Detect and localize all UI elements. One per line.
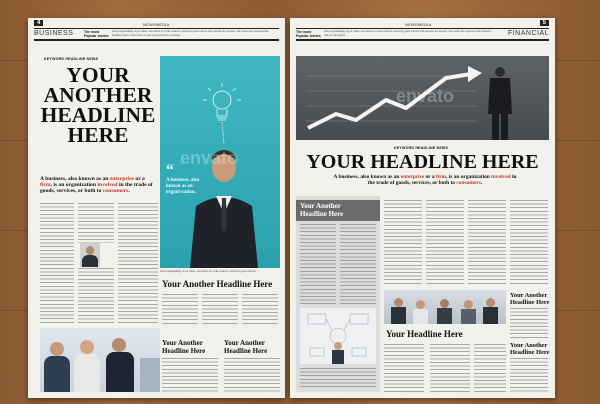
watermark: envato <box>396 86 455 106</box>
deck-prefix: A business, also known as an <box>40 176 110 182</box>
kicker: KEYWORD HEADLINE NEWS <box>394 146 449 150</box>
subhead-column-3 <box>242 294 278 324</box>
watermark: envato <box>180 148 239 168</box>
side-headline-2 <box>510 342 549 356</box>
article-column-2 <box>426 200 464 286</box>
article-column-1 <box>40 203 74 323</box>
boxed-column-2 <box>340 224 376 304</box>
boxed-story-headline <box>296 200 380 221</box>
side-column-1b <box>510 308 548 338</box>
bottom-headline-1-line-1: Your Another <box>162 339 203 347</box>
photo-caption: Sale programthing. A job where, also know as a sale trader is owned by great sources. <box>160 270 257 273</box>
bottom-headline-2-line-1: Your Another <box>224 339 265 347</box>
bottom-headline-2 <box>224 340 267 355</box>
ticker-label <box>296 30 321 38</box>
headline-line-2: ANOTHER <box>43 83 153 107</box>
deck-text-part: or a <box>424 174 436 180</box>
deck-highlight: consumers <box>102 188 129 195</box>
left-newspaper-page <box>28 18 285 398</box>
deck-highlight: involved <box>491 174 511 180</box>
side-headline-2-line-1: Your Another <box>510 342 548 349</box>
boxed-headline-line-2: Headline Here <box>300 209 344 218</box>
deck-suffix: . <box>480 180 483 186</box>
ticker-text: Sale programthing. A job where, also know as a sale trader is owned by great sources and operates for deposit. The owner has oppressed the business done or sale below. <box>324 30 491 37</box>
headline-line-4: HERE <box>67 123 129 147</box>
deck-text-part: , is an organization <box>50 182 98 189</box>
subhead-column-2 <box>430 344 470 392</box>
portrait-photo <box>80 243 100 267</box>
right-newspaper-page <box>290 18 555 398</box>
team-photo <box>40 328 160 392</box>
deck-text <box>330 174 520 186</box>
lightbulb-photo <box>160 56 280 268</box>
side-column-2 <box>510 358 548 392</box>
deck-text-part: or a <box>134 176 145 182</box>
side-headline-1-line-2: Headline Here <box>510 299 550 306</box>
deck-highlight: firm <box>435 174 447 180</box>
article-column-3 <box>468 200 506 286</box>
boxed-column-1 <box>300 224 336 304</box>
boxed-headline-line-1: Your Another <box>300 202 341 210</box>
ticker-text: Sale programthing. A job where, also know as a sale trader is owned by great sources and operates for deposit. The owner has oppressed the business done or sale below. A pale proportion for a position. <box>112 30 269 37</box>
article-column-3 <box>118 203 158 323</box>
chart-chalkboard-photo <box>296 56 549 140</box>
subhead-headline: Your Headline Here <box>386 329 463 339</box>
ticker-label-line-2: Popular stories <box>84 34 109 38</box>
side-headline-1-line-1: Your Another <box>510 292 548 299</box>
article-column-2b <box>78 268 114 323</box>
deck-highlight: consumers <box>456 180 481 186</box>
subhead-headline: Your Another Headline Here <box>162 279 273 289</box>
bottom-column-1 <box>162 358 218 392</box>
deck-highlight: involved <box>97 182 118 189</box>
masthead-title: NEWSMEDIA <box>405 22 432 27</box>
boxed-story <box>296 196 380 392</box>
ticker-label-line-1: The most <box>84 30 100 34</box>
quote-mark: “ <box>166 162 174 179</box>
deck-highlight: firm <box>40 182 51 189</box>
masthead-title: NEWSMEDIA <box>143 22 170 27</box>
subhead-column-1 <box>162 294 198 324</box>
ticker-label-line-2: Popular stories <box>296 34 321 38</box>
deck-text <box>40 176 158 195</box>
subhead-column-3 <box>474 344 506 392</box>
ticker-label <box>84 30 109 38</box>
article-column-2 <box>78 203 114 243</box>
headline-line-1: YOUR <box>66 63 130 87</box>
bottom-headline-2-line-2: Headline Here <box>224 346 268 355</box>
ticker-label-line-1: The most <box>296 30 312 34</box>
kicker: KEYWORD HEADLINE NEWS <box>44 57 99 61</box>
side-headline-1 <box>510 292 549 306</box>
bottom-column-2 <box>224 358 280 392</box>
subhead-column-2 <box>202 294 238 324</box>
main-headline: YOUR HEADLINE HERE <box>306 151 539 173</box>
bottom-headline-1 <box>162 340 205 355</box>
deck-highlight: enterprise <box>400 174 425 180</box>
deck-text-part: , is an organization <box>446 174 492 180</box>
section-title: FINANCIAL <box>507 30 549 37</box>
boxed-column-3 <box>300 368 376 388</box>
deck-text-part: in the trade of goods, services, or both to <box>40 182 153 195</box>
deck-text-part: in the trade of goods, services, or both to <box>367 174 517 186</box>
deck-highlight: enterprise <box>109 176 135 182</box>
pull-quote: A business, also known as an organi-zation. <box>166 178 200 195</box>
article-column-1 <box>384 200 422 286</box>
page-number: 5 <box>540 20 549 26</box>
main-headline <box>40 65 156 145</box>
subhead-column-1 <box>384 344 424 392</box>
side-headline-2-line-2: Headline Here <box>510 349 550 356</box>
deck-suffix: . <box>128 188 130 195</box>
article-column-4 <box>510 200 548 286</box>
bottom-headline-1-line-2: Headline Here <box>162 346 206 355</box>
page-number: 4 <box>34 20 43 26</box>
deck-prefix: A business, also known as an <box>333 174 401 180</box>
section-title: BUSINESS <box>34 30 74 37</box>
sketch-diagram-photo <box>300 308 376 364</box>
headline-line-3: HEADLINE <box>40 103 156 127</box>
